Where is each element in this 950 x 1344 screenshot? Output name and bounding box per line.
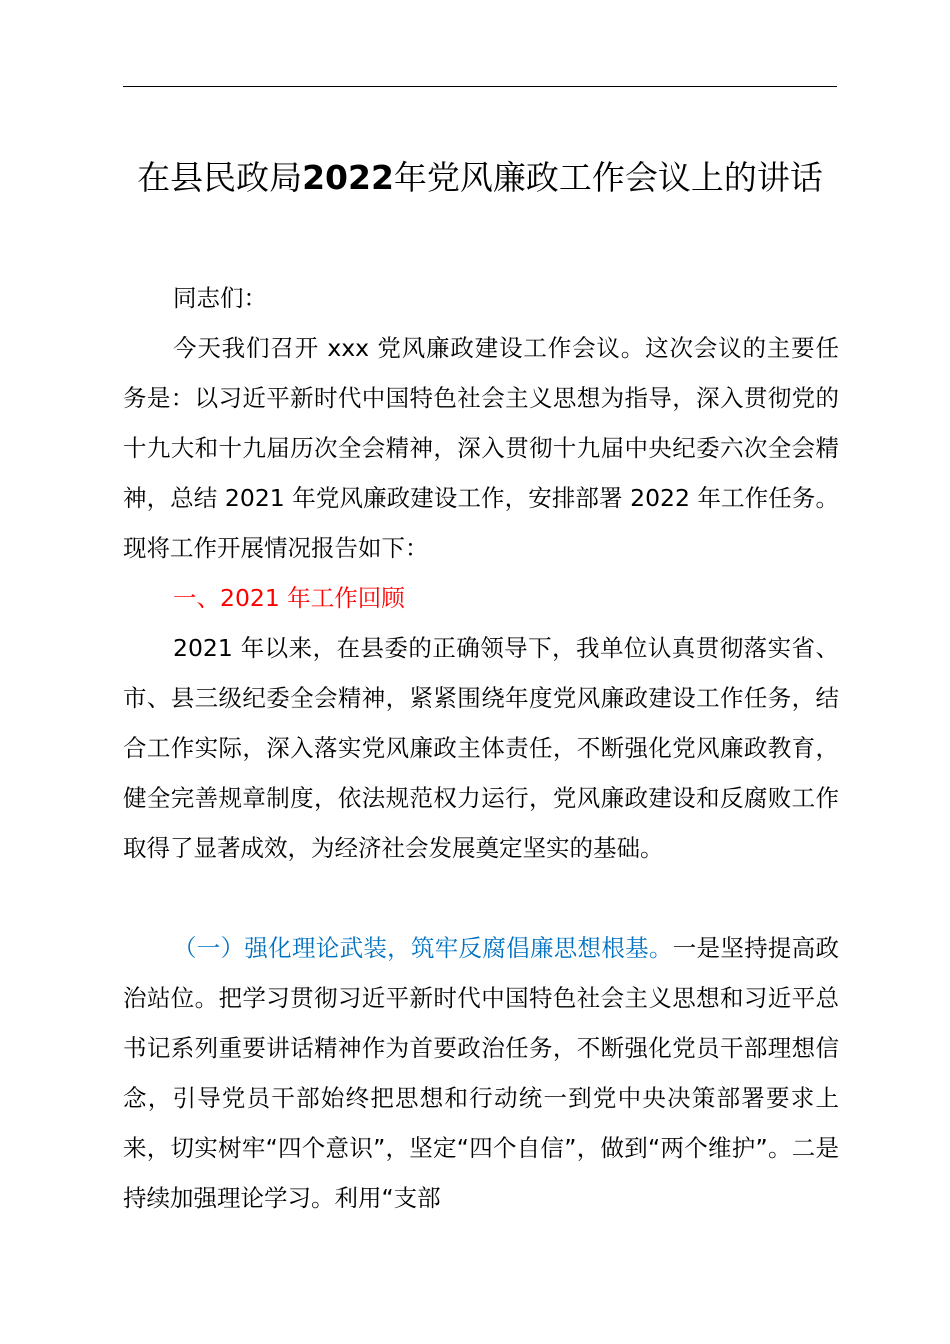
document-title xyxy=(118,150,842,206)
section-heading-1: 一、2021 年工作回顾 xyxy=(173,584,405,612)
salutation: 同志们： xyxy=(173,284,267,312)
subsection1-paragraph xyxy=(123,923,839,1223)
title-part2: 年党风廉政工作会议上的讲话 xyxy=(393,158,823,197)
intro-paragraph: 今天我们召开 xxx 党风廉政建设工作会议。这次会议的主要任务是：以习近平新时代中国特色社会主义思想为指导，深入贯彻党的十九大和十九届历次全会精神，深入贯彻十九届中央纪委六次全会精神，总结 2021 年党风廉政建设工作，安排部署 2022 年工作任务。现将工作开展情况报告如下： xyxy=(123,334,839,562)
subsection-heading-1: （一）强化理论武装，筑牢反腐倡廉思想根基。 xyxy=(173,934,673,962)
title-year: 2022 xyxy=(302,158,394,197)
section1-paragraph: 2021 年以来，在县委的正确领导下，我单位认真贯彻落实省、市、县三级纪委全会精神，紧紧围绕年度党风廉政建设工作任务，结合工作实际，深入落实党风廉政主体责任，不断强化党风廉政教育，健全完善规章制度，依法规范权力运行，党风廉政建设和反腐败工作取得了显著成效，为经济社会发展奠定坚实的基础。 xyxy=(123,634,839,862)
title-part1: 在县民政局 xyxy=(137,158,303,197)
subsection1-text: 一是坚持提高政治站位。把学习贯彻习近平新时代中国特色社会主义思想和习近平总书记系列重要讲话精神作为首要政治任务，不断强化党员干部理想信念，引导党员干部始终把思想和行动统一到党中央决策部署要求上来，切实树牢“四个意识”，坚定“四个自信”，做到“两个维护”。二是持续加强理论学习。利用“支部 xyxy=(123,934,840,1212)
header-rule xyxy=(123,86,837,87)
